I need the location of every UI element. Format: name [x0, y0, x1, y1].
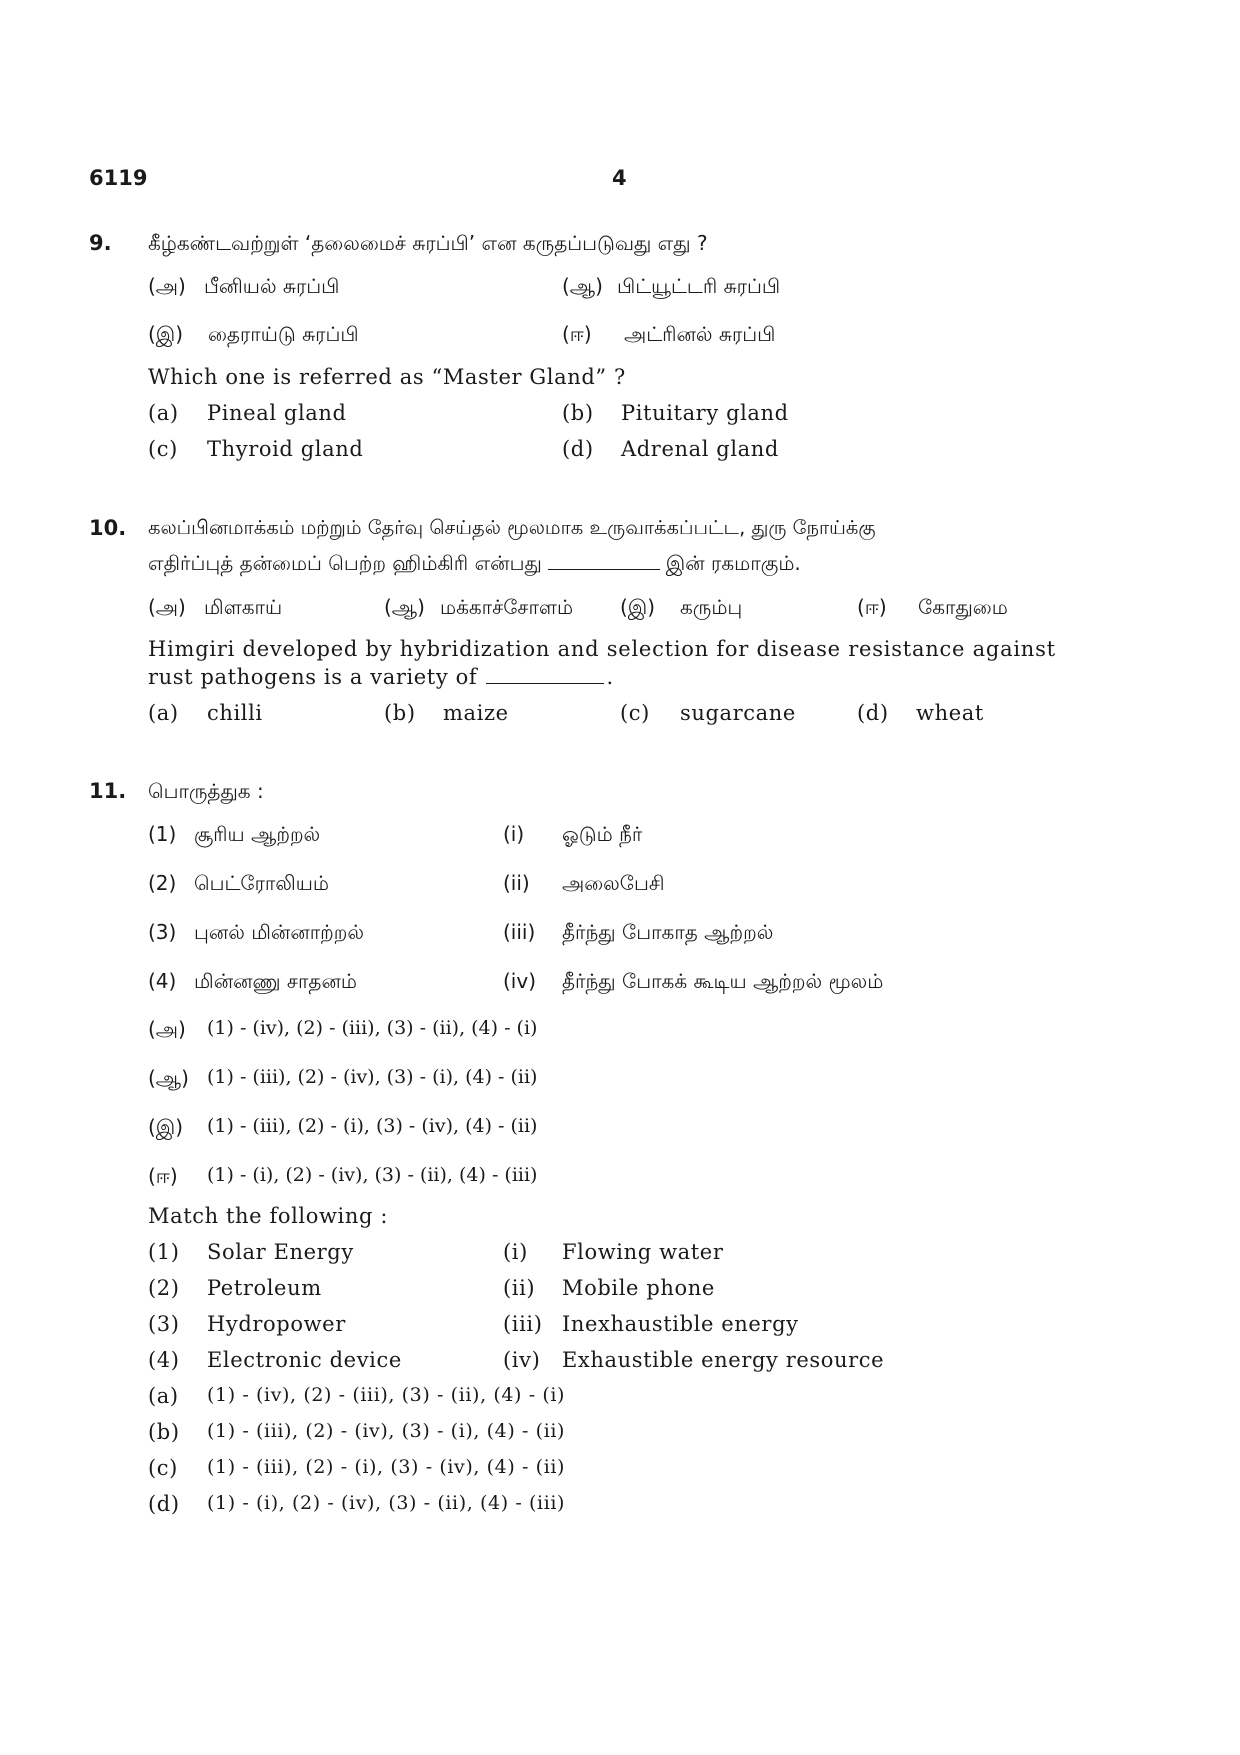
option-label: (ஈ)	[562, 322, 592, 346]
question-number: 11.	[89, 779, 127, 803]
option-label: (ஆ)	[562, 274, 603, 298]
option-text: sugarcane	[680, 701, 796, 725]
match-left-text: Petroleum	[207, 1276, 322, 1300]
match-left-number: (4)	[148, 1348, 180, 1372]
option-text: கோதுமை	[918, 595, 1008, 619]
option-label: (ஈ)	[857, 595, 887, 619]
option-label: (அ)	[148, 595, 186, 619]
option-label: (c)	[620, 701, 650, 725]
option-text: (1) - (iii), (2) - (i), (3) - (iv), (4) - (ii)	[207, 1115, 538, 1137]
option-text: Adrenal gland	[621, 437, 779, 461]
option-text: மிளகாய்	[204, 595, 283, 619]
option-label: (இ)	[620, 595, 656, 619]
option-label: (d)	[562, 437, 594, 461]
match-left-text: Hydropower	[207, 1312, 346, 1336]
match-left-number: (4)	[148, 969, 177, 993]
option-text: (1) - (iii), (2) - (iv), (3) - (i), (4) - (ii)	[207, 1066, 538, 1088]
option-text: Thyroid gland	[207, 437, 364, 461]
question-text-part: எதிர்ப்புத் தன்மைப் பெற்ற ஹிம்கிரி என்பது	[148, 551, 542, 575]
match-right-text: Mobile phone	[562, 1276, 715, 1300]
match-right-number: (iii)	[503, 920, 536, 944]
option-text: (1) - (iv), (2) - (iii), (3) - (ii), (4) - (i)	[207, 1017, 538, 1039]
question-text-english-line2	[148, 665, 614, 689]
option-text: (1) - (iii), (2) - (i), (3) - (iv), (4) - (ii)	[207, 1456, 566, 1478]
match-left-number: (3)	[148, 1312, 180, 1336]
option-label: (இ)	[148, 322, 184, 346]
match-right-text: அலைபேசி	[562, 871, 665, 895]
option-text: chilli	[207, 701, 263, 725]
question-number: 9.	[89, 231, 112, 255]
option-text: Pineal gland	[207, 401, 347, 425]
option-text: பீனியல் சுரப்பி	[204, 274, 340, 298]
option-label: (a)	[148, 701, 179, 725]
option-label: (b)	[562, 401, 594, 425]
match-right-text: ஓடும் நீர்	[562, 822, 643, 846]
option-text: maize	[443, 701, 509, 725]
match-right-text: Exhaustible energy resource	[562, 1348, 885, 1372]
match-left-number: (3)	[148, 920, 177, 944]
option-text: Pituitary gland	[621, 401, 789, 425]
option-text: அட்ரினல் சுரப்பி	[624, 322, 776, 346]
question-text-english: Which one is referred as “Master Gland” ?	[148, 365, 626, 389]
match-left-text: Electronic device	[207, 1348, 402, 1372]
option-label: (இ)	[148, 1115, 184, 1139]
question-text-part: .	[606, 665, 614, 689]
match-right-number: (iv)	[503, 1348, 541, 1372]
match-left-text: புனல் மின்னாற்றல்	[194, 920, 364, 944]
answer-blank	[548, 551, 660, 570]
option-label: (ஆ)	[148, 1066, 189, 1090]
match-right-number: (iii)	[503, 1312, 543, 1336]
option-text: wheat	[916, 701, 984, 725]
match-left-number: (1)	[148, 1240, 180, 1264]
match-left-text: சூரிய ஆற்றல்	[194, 822, 321, 846]
option-label: (a)	[148, 401, 179, 425]
option-label: (ஈ)	[148, 1164, 178, 1188]
option-text: (1) - (iv), (2) - (iii), (3) - (ii), (4) - (i)	[207, 1384, 566, 1406]
option-label: (அ)	[148, 1017, 186, 1041]
match-right-text: Inexhaustible energy	[562, 1312, 799, 1336]
match-right-number: (ii)	[503, 1276, 536, 1300]
option-text: (1) - (i), (2) - (iv), (3) - (ii), (4) - (iii)	[207, 1492, 566, 1514]
match-left-number: (2)	[148, 871, 177, 895]
question-text-part: rust pathogens is a variety of	[148, 665, 478, 689]
option-label: (d)	[148, 1492, 180, 1516]
option-text: (1) - (i), (2) - (iv), (3) - (ii), (4) - (iii)	[207, 1164, 538, 1186]
option-text: பிட்யூட்டரி சுரப்பி	[617, 274, 781, 298]
question-text-english: Match the following :	[148, 1204, 388, 1228]
match-left-number: (1)	[148, 822, 177, 846]
option-text: (1) - (iii), (2) - (iv), (3) - (i), (4) - (ii)	[207, 1420, 566, 1442]
option-label: (a)	[148, 1384, 179, 1408]
page-number: 4	[612, 166, 627, 190]
option-label: (c)	[148, 1456, 178, 1480]
option-text: தைராய்டு சுரப்பி	[208, 322, 359, 346]
match-right-number: (i)	[503, 822, 525, 846]
match-left-text: மின்னணு சாதனம்	[194, 969, 357, 993]
option-label: (b)	[148, 1420, 180, 1444]
match-right-number: (i)	[503, 1240, 528, 1264]
match-left-number: (2)	[148, 1276, 180, 1300]
question-text-english: Himgiri developed by hybridization and selection for disease resistance against	[148, 637, 1056, 661]
option-text: கரும்பு	[680, 595, 743, 619]
question-number: 10.	[89, 516, 127, 540]
question-text-tamil: பொருத்துக :	[148, 779, 264, 803]
paper-code: 6119	[89, 166, 148, 190]
match-left-text: பெட்ரோலியம்	[194, 871, 329, 895]
question-text-part: இன் ரகமாகும்.	[665, 551, 801, 575]
option-label: (b)	[384, 701, 416, 725]
question-text-tamil: கீழ்கண்டவற்றுள் ‘தலைமைச் சுரப்பி’ என கருதப்படுவது எது ?	[148, 231, 708, 255]
option-label: (அ)	[148, 274, 186, 298]
match-right-text: Flowing water	[562, 1240, 724, 1264]
match-left-text: Solar Energy	[207, 1240, 354, 1264]
match-right-number: (ii)	[503, 871, 530, 895]
match-right-text: தீர்ந்து போகாத ஆற்றல்	[562, 920, 774, 944]
option-label: (ஆ)	[384, 595, 425, 619]
question-text-tamil-line2	[148, 551, 801, 578]
match-right-text: தீர்ந்து போகக் கூடிய ஆற்றல் மூலம்	[562, 969, 884, 993]
answer-blank	[486, 665, 604, 684]
option-text: மக்காச்சோளம்	[440, 595, 574, 619]
option-label: (c)	[148, 437, 178, 461]
match-right-number: (iv)	[503, 969, 536, 993]
question-text-tamil: கலப்பினமாக்கம் மற்றும் தேர்வு செய்தல் மூலமாக உருவாக்கப்பட்ட, துரு நோய்க்கு	[148, 516, 876, 539]
option-label: (d)	[857, 701, 889, 725]
